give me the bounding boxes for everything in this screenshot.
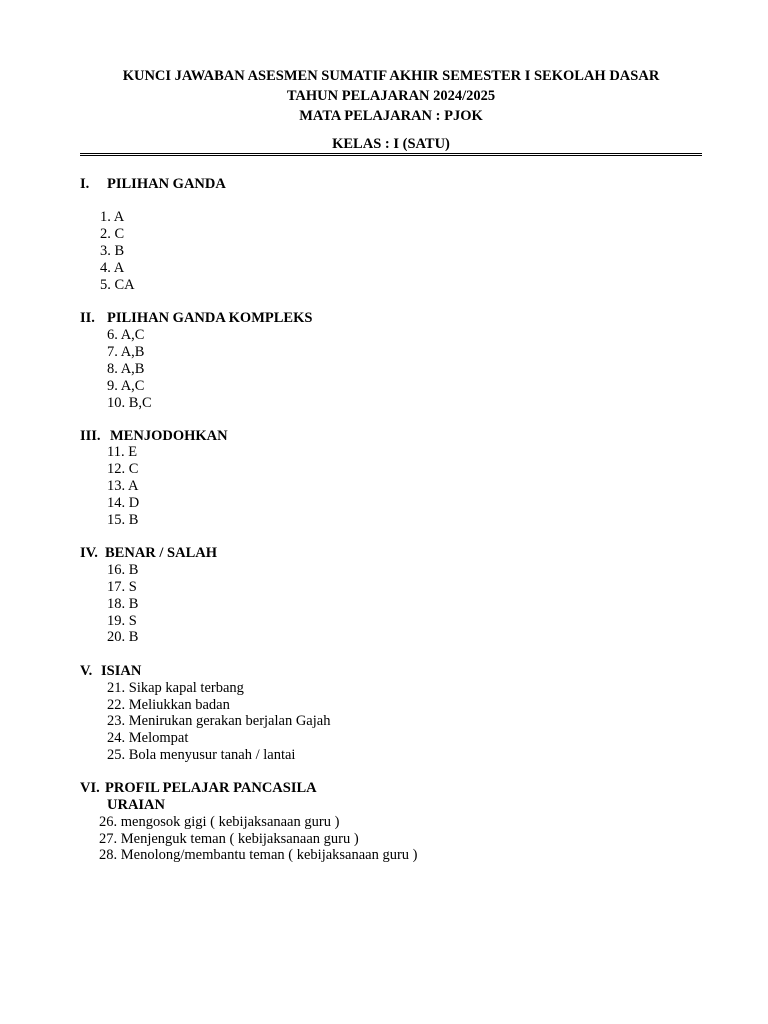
section-title-menjodohkan xyxy=(80,428,228,445)
answer-item: 11. E xyxy=(107,444,138,460)
answer-item: 9. A,C xyxy=(107,378,145,394)
header-double-rule xyxy=(80,153,702,156)
document-header xyxy=(80,66,702,126)
answer-item: 25. Bola menyusur tanah / lantai xyxy=(107,747,296,763)
section-label: MENJODOHKAN xyxy=(110,428,228,444)
answer-item: 21. Sikap kapal terbang xyxy=(107,680,244,696)
section-number: II. xyxy=(80,310,95,326)
answer-item: 14. D xyxy=(107,495,140,511)
section-number: IV. xyxy=(80,545,98,561)
section-title-pilihan-ganda xyxy=(80,176,226,193)
answer-item: 10. B,C xyxy=(107,395,152,411)
answer-item: 8. A,B xyxy=(107,361,145,377)
section-title-profil-pelajar-pancasila xyxy=(80,780,317,797)
answer-item: 26. mengosok gigi ( kebijaksanaan guru ) xyxy=(99,814,340,830)
answer-item: 23. Menirukan gerakan berjalan Gajah xyxy=(107,713,331,729)
section-subtitle-uraian: URAIAN xyxy=(107,797,165,813)
header-subject: MATA PELAJARAN : PJOK xyxy=(299,108,483,124)
section-number: III. xyxy=(80,428,101,444)
answer-item: 17. S xyxy=(107,579,137,595)
header-title: KUNCI JAWABAN ASESMEN SUMATIF AKHIR SEMESTER I SEKOLAH DASAR xyxy=(122,68,660,84)
section-label: PILIHAN GANDA xyxy=(107,176,226,192)
answer-item: 19. S xyxy=(107,613,137,629)
answer-item: 1. A xyxy=(100,209,125,225)
section-title-benar-salah xyxy=(80,545,217,562)
section-number: I. xyxy=(80,176,90,192)
section-label: BENAR / SALAH xyxy=(105,545,217,561)
answer-item: 20. B xyxy=(107,629,139,645)
header-class: KELAS : I (SATU) xyxy=(332,136,450,152)
answer-item: 18. B xyxy=(107,596,139,612)
answer-item: 28. Menolong/membantu teman ( kebijaksanaan guru ) xyxy=(99,847,418,863)
section-label: PILIHAN GANDA KOMPLEKS xyxy=(107,310,313,326)
answer-item: 4. A xyxy=(100,260,125,276)
answer-item: 7. A,B xyxy=(107,344,145,360)
answer-item: 12. C xyxy=(107,461,139,477)
answer-item: 3. B xyxy=(100,243,125,259)
section-title-isian xyxy=(80,663,141,680)
section-title-pilihan-ganda-kompleks xyxy=(80,310,312,327)
answer-item: 5. CA xyxy=(100,277,135,293)
header-school-year: TAHUN PELAJARAN 2024/2025 xyxy=(286,88,496,104)
section-number: V. xyxy=(80,663,93,679)
answer-item: 15. B xyxy=(107,512,139,528)
answer-item: 22. Meliukkan badan xyxy=(107,697,230,713)
answer-item: 24. Melompat xyxy=(107,730,189,746)
answer-item: 27. Menjenguk teman ( kebijaksanaan guru ) xyxy=(99,831,359,847)
answer-item: 16. B xyxy=(107,562,139,578)
section-number: VI. xyxy=(80,780,100,796)
answer-item: 2. C xyxy=(100,226,125,242)
answer-item: 6. A,C xyxy=(107,327,145,343)
section-label: ISIAN xyxy=(101,663,142,679)
answer-item: 13. A xyxy=(107,478,139,494)
section-label: PROFIL PELAJAR PANCASILA xyxy=(105,780,317,796)
